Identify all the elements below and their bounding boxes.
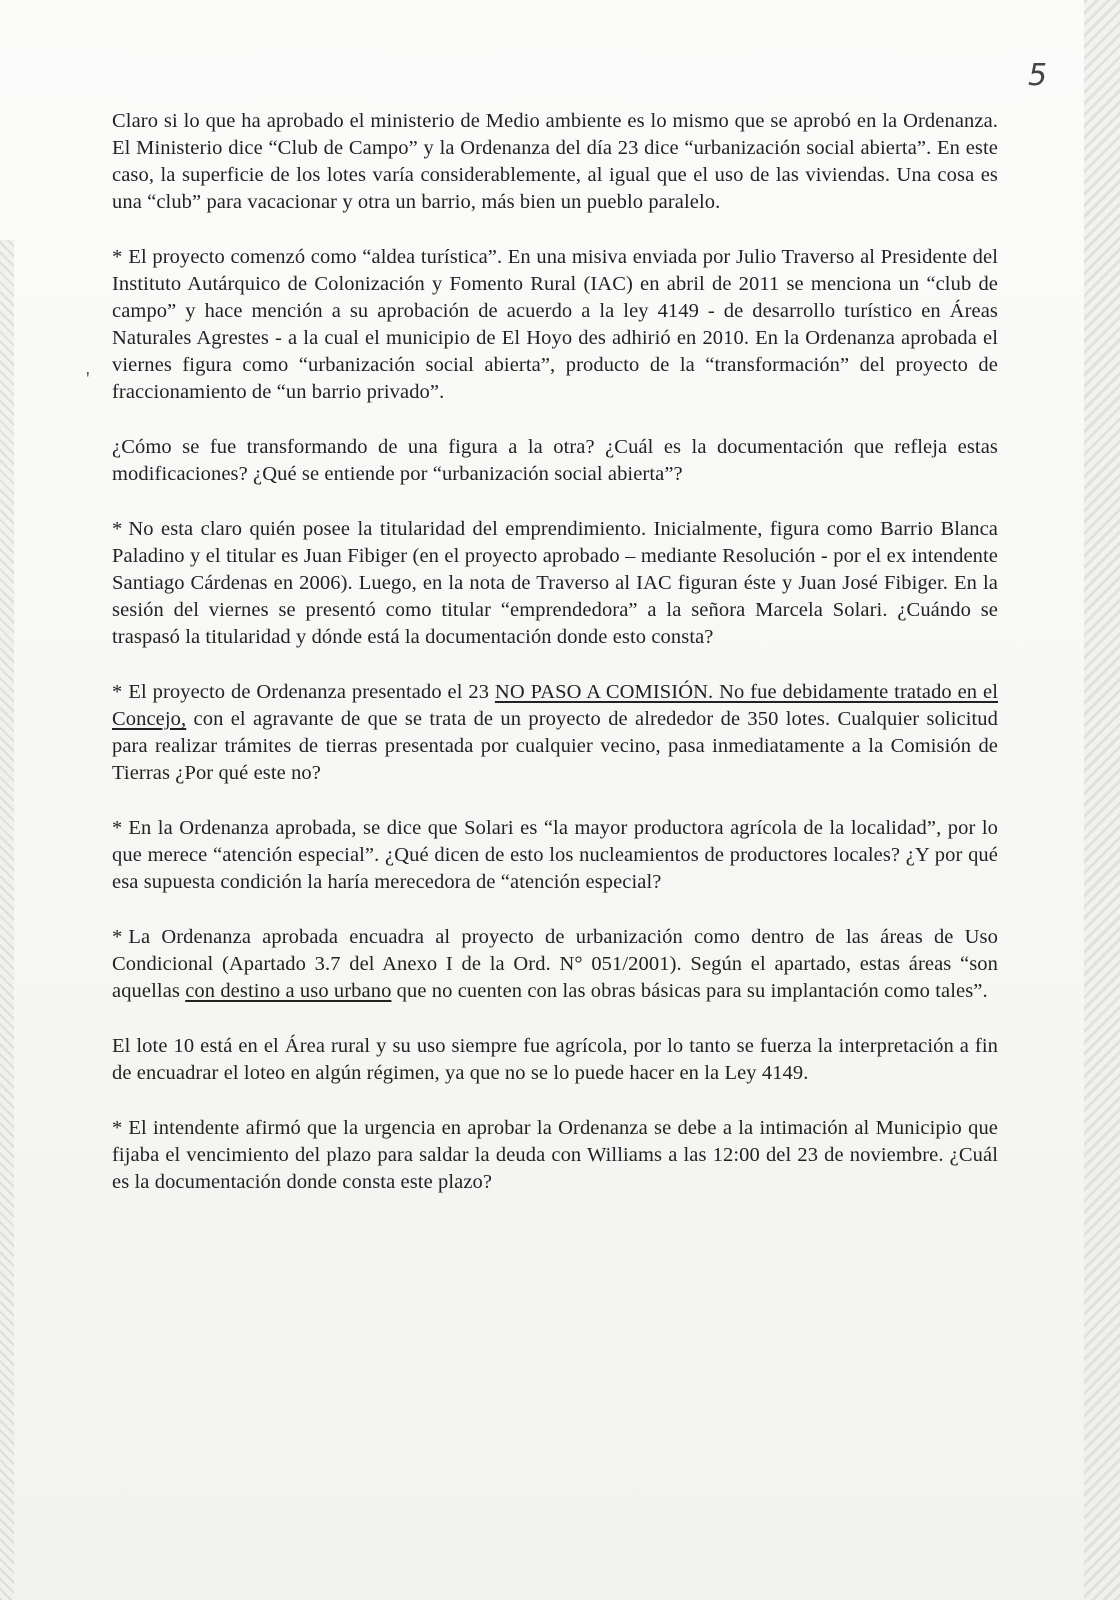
scan-edge-right xyxy=(1084,0,1120,1600)
bullet-asterisk: * xyxy=(112,817,123,839)
paragraph-9 xyxy=(112,1115,998,1196)
paragraph-3 xyxy=(112,434,998,488)
bullet-asterisk: * xyxy=(112,518,123,540)
bullet-asterisk: * xyxy=(112,1117,123,1139)
paragraph-1 xyxy=(112,108,998,216)
paragraph-7-text-start: La Ordenanza aprobada encuadra al proyecto de urbanización como dentro de las áreas de Uso Condicional (Apartado 3.7 del Anexo I de la Ord. N° 051/2001). Según el apartado, estas áreas “son aquellas xyxy=(112,926,998,1002)
paragraph-8 xyxy=(112,1033,998,1087)
paragraph-7-text-end: que no cuenten con las obras básicas para su implantación como tales”. xyxy=(391,980,988,1002)
handwritten-page-number: 5 xyxy=(1028,58,1048,93)
paragraph-3-text: ¿Cómo se fue transformando de una figura a la otra? ¿Cuál es la documentación que refleja estas modificaciones? ¿Qué se entiende por “urbanización social abierta”? xyxy=(112,436,998,485)
scan-edge-left xyxy=(0,240,14,1600)
bullet-asterisk: * xyxy=(112,926,123,948)
paragraph-6-text: En la Ordenanza aprobada, se dice que Solari es “la mayor productora agrícola de la localidad”, por lo que merece “atención especial”. ¿Qué dicen de esto los nucleamientos de productores locales? ¿Y por qué esa supuesta condición la haría merecedora de “atención especial? xyxy=(112,817,998,893)
bullet-asterisk: * xyxy=(112,246,123,268)
paragraph-2-text: El proyecto comenzó como “aldea turística”. En una misiva enviada por Julio Traverso al Presidente del Instituto Autárquico de Colonización y Fomento Rural (IAC) en abril de 2011 se menciona un “club de campo” y hace mención a su aprobación de acuerdo a la ley 4149 - de desarrollo turístico en Áreas Naturales Agrestes - a la cual el municipio de El Hoyo des adhirió en 2010. En la Ordenanza aprobada el viernes figura como “urbanización social abierta”, producto de la “transformación” del proyecto de fraccionamiento de “un barrio privado”. xyxy=(112,246,998,403)
paragraph-7-underlined: con destino a uso urbano xyxy=(185,980,392,1002)
paragraph-4 xyxy=(112,516,998,651)
paragraph-5-underlined: NO PASO A COMISIÓN. No fue debidamente tratado en el Concejo, xyxy=(112,681,998,730)
bullet-asterisk: * xyxy=(112,681,123,703)
margin-mark: ' xyxy=(86,368,90,390)
paragraph-4-text: No esta claro quién posee la titularidad del emprendimiento. Inicialmente, figura como Barrio Blanca Paladino y el titular es Juan Fibiger (en el proyecto aprobado – mediante Resolución - por el ex intendente Santiago Cárdenas en 2006). Luego, en la nota de Traverso al IAC figuran éste y Juan José Fibiger. En la sesión del viernes se presentó como titular “emprendedora” a la señora Marcela Solari. ¿Cuándo se traspasó la titularidad y dónde está la documentación donde esto consta? xyxy=(112,518,998,648)
paragraph-9-text: El intendente afirmó que la urgencia en aprobar la Ordenanza se debe a la intimación al Municipio que fijaba el vencimiento del plazo para saldar la deuda con Williams a las 12:00 del 23 de noviembre. ¿Cuál es la documentación donde consta este plazo? xyxy=(112,1117,998,1193)
paragraph-7 xyxy=(112,924,998,1005)
paragraph-6 xyxy=(112,815,998,896)
paragraph-2 xyxy=(112,244,998,406)
paragraph-1-text: Claro si lo que ha aprobado el ministerio de Medio ambiente es lo mismo que se aprobó en la Ordenanza. El Ministerio dice “Club de Campo” y la Ordenanza del día 23 dice “urbanización social abierta”. En este caso, la superficie de los lotes varía considerablemente, al igual que el uso de las viviendas. Una cosa es una “club” para vacacionar y otra un barrio, más bien un pueblo paralelo. xyxy=(112,110,998,213)
document-body xyxy=(112,108,998,1220)
paragraph-8-text: El lote 10 está en el Área rural y su uso siempre fue agrícola, por lo tanto se fuerza la interpretación a fin de encuadrar el loteo en algún régimen, ya que no se lo puede hacer en la Ley 4149. xyxy=(112,1035,998,1084)
paragraph-5-text-end: con el agravante de que se trata de un proyecto de alrededor de 350 lotes. Cualquier solicitud para realizar trámites de tierras presentada por cualquier vecino, pasa inmediatamente a la Comisión de Tierras ¿Por qué este no? xyxy=(112,708,998,784)
paragraph-5 xyxy=(112,679,998,787)
paragraph-5-text-start: El proyecto de Ordenanza presentado el 23 xyxy=(128,681,495,703)
